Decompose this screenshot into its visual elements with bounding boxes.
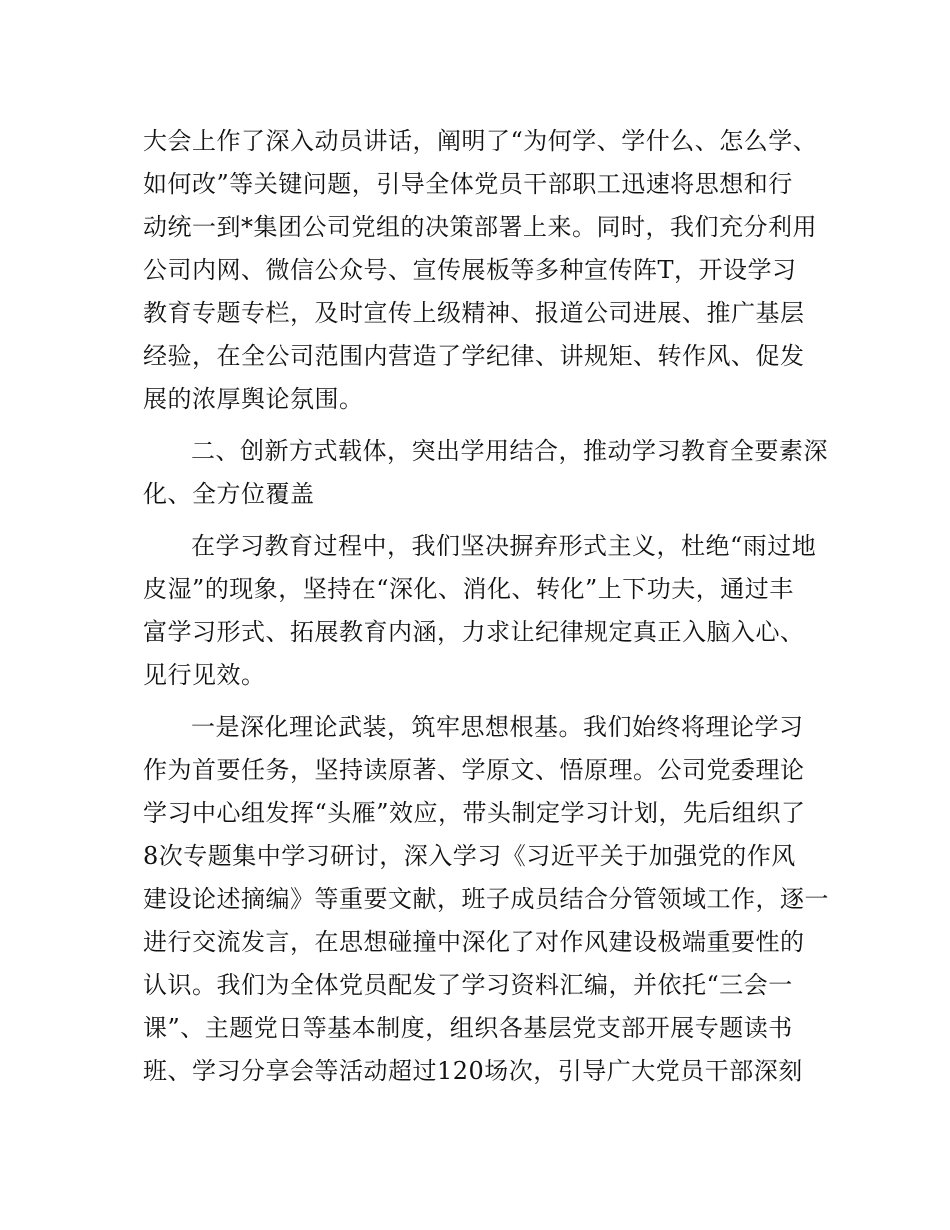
text-line: 建设论述摘编》等重要文献，班子成员结合分管领域工作，逐一 xyxy=(143,885,829,913)
text-line: 富学习形式、拓展教育内涵，力求让纪律规定真正入脑入心、 xyxy=(143,618,805,646)
text-line: 动统一到*集团公司党组的决策部署上来。同时，我们充分利用 xyxy=(143,213,817,241)
text-line: 作为首要任务，坚持读原著、学原文、悟原理。公司党委理论 xyxy=(143,756,805,784)
paragraph-mobilization-speech xyxy=(143,120,823,421)
text-line: 见行见效。 xyxy=(143,661,266,689)
text-line: 大会上作了深入动员讲话，阐明了“为何学、学什么、怎么学、 xyxy=(143,127,818,155)
text-line: 如何改”等关键问题，引导全体党员干部职工迅速将思想和行 xyxy=(143,170,793,198)
text-line: 进行交流发言，在思想碰撞中深化了对作风建设极端重要性的 xyxy=(143,928,805,956)
paragraph-theory-study xyxy=(143,706,829,1093)
text-line: 学习中心组发挥“头雁”效应，带头制定学习计划，先后组织了 xyxy=(143,799,806,827)
text-line: 认识。我们为全体党员配发了学习资料汇编，并依托“三会一 xyxy=(143,971,793,999)
text-line: 教育专题专栏，及时宣传上级精神、报道公司进展、推广基层 xyxy=(143,299,805,327)
text-line: 班、学习分享会等活动超过120场次，引导广大党员干部深刻 xyxy=(143,1057,803,1085)
document-body xyxy=(143,120,829,1093)
heading-line: 化、全方位覆盖 xyxy=(143,480,315,508)
text-line: 一是深化理论武装，筑牢思想根基。我们始终将理论学习 xyxy=(191,713,804,741)
section-heading-2 xyxy=(143,430,828,516)
heading-line: 二、创新方式载体，突出学用结合，推动学习教育全要素深 xyxy=(191,437,828,465)
text-line: 展的浓厚舆论氛围。 xyxy=(143,385,364,413)
text-line: 皮湿”的现象，坚持在“深化、消化、转化”上下功夫，通过丰 xyxy=(143,575,794,603)
text-line: 公司内网、微信公众号、宣传展板等多种宣传阵T，开设学习 xyxy=(143,256,797,284)
text-line: 8次专题集中学习研讨，深入学习《习近平关于加强党的作风 xyxy=(143,842,796,870)
text-line: 课”、主题党日等基本制度，组织各基层党支部开展专题读书 xyxy=(143,1014,793,1042)
text-line: 在学习教育过程中，我们坚决摒弃形式主义，杜绝“雨过地 xyxy=(191,532,817,560)
text-line: 经验，在全公司范围内营造了学纪律、讲规矩、转作风、促发 xyxy=(143,342,805,370)
paragraph-learning-process xyxy=(143,525,823,697)
